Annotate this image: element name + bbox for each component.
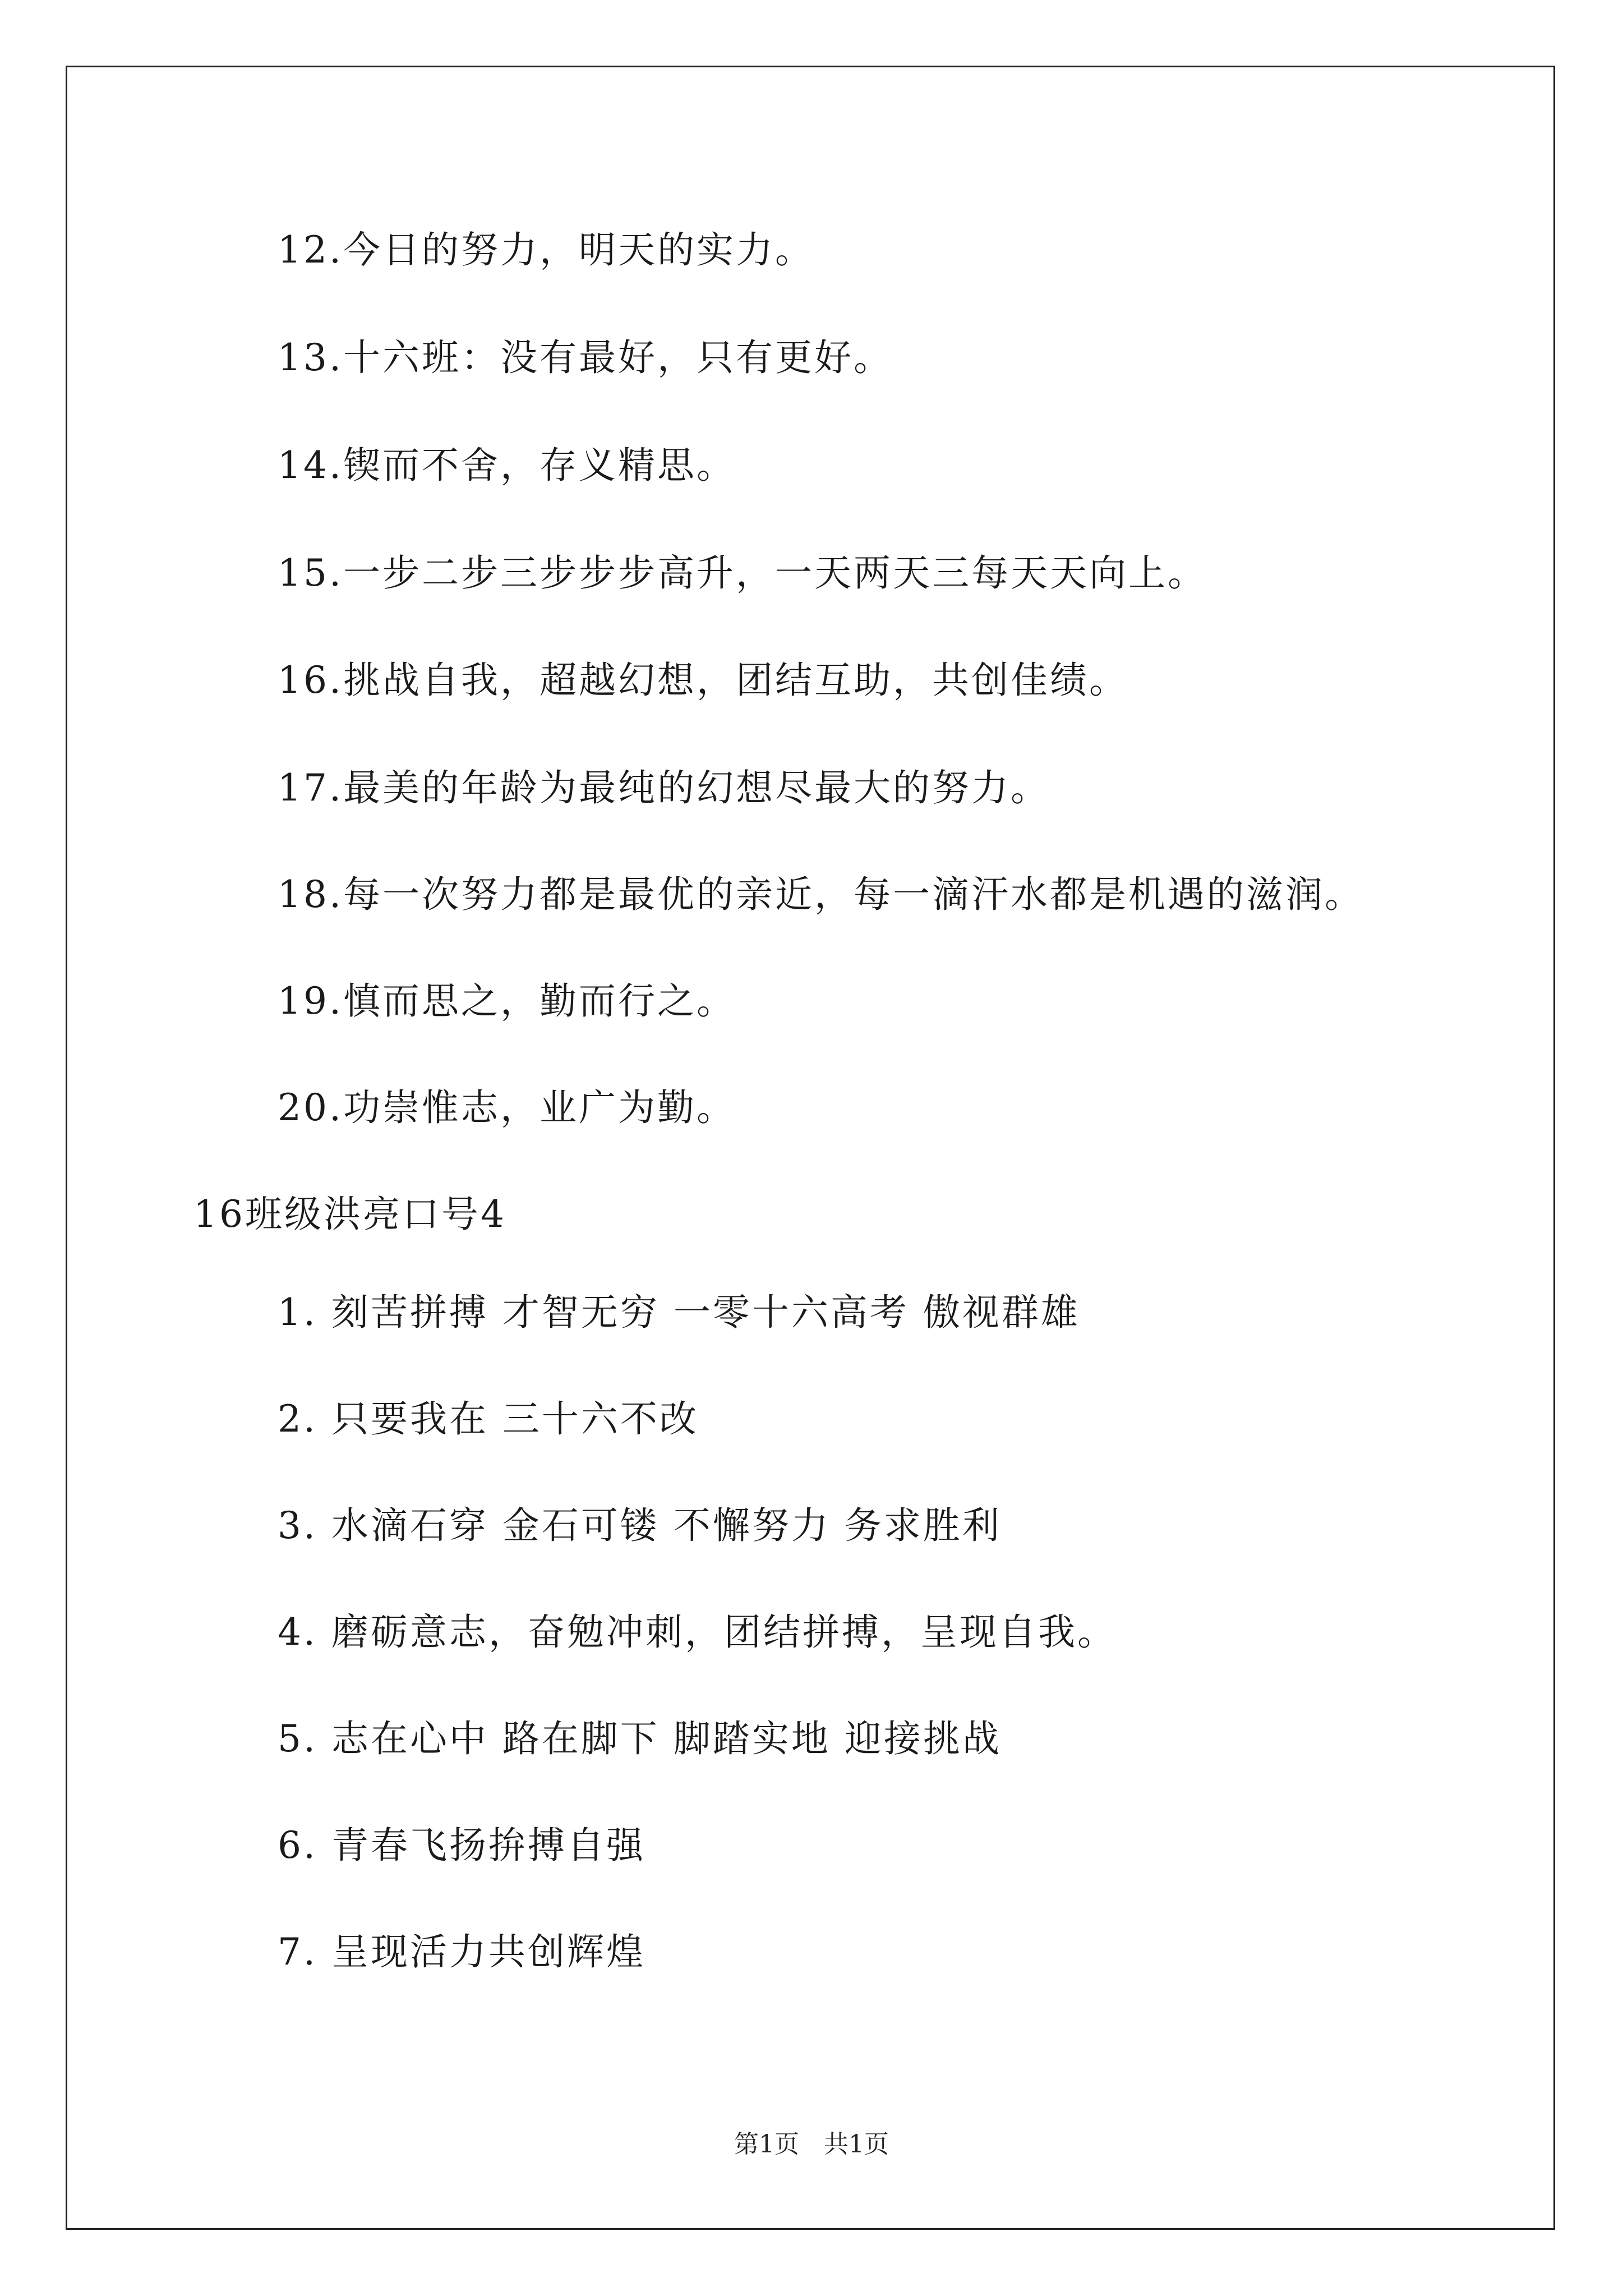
list-item: 19.慎而思之，勤而行之。 xyxy=(278,979,736,1023)
list-item: 5. 志在心中 路在脚下 脚踏实地 迎接挑战 xyxy=(278,1717,1002,1760)
list-item: 12.今日的努力，明天的实力。 xyxy=(278,228,814,272)
list-item: 13.十六班：没有最好，只有更好。 xyxy=(278,336,893,379)
list-item: 17.最美的年龄为最纯的幻想尽最大的努力。 xyxy=(278,766,1050,809)
list-item: 16.挑战自我，超越幻想，团结互助，共创佳绩。 xyxy=(278,659,1128,702)
list-item: 15.一步二步三步步步高升，一天两天三每天天向上。 xyxy=(278,551,1207,595)
list-item: 2. 只要我在 三十六不改 xyxy=(278,1397,699,1441)
list-item: 1. 刻苦拼搏 才智无穷 一零十六高考 傲视群雄 xyxy=(278,1291,1080,1334)
list-item: 20.功崇惟志，业广为勤。 xyxy=(278,1086,736,1129)
page-border xyxy=(66,66,1555,2230)
page-footer: 第1页 共1页 xyxy=(734,2130,889,2159)
section-heading: 16班级洪亮口号4 xyxy=(193,1193,506,1236)
list-item: 18.每一次努力都是最优的亲近，每一滴汗水都是机遇的滋润。 xyxy=(278,873,1364,916)
list-item: 4. 磨砺意志，奋勉冲刺，团结拼搏，呈现自我。 xyxy=(278,1611,1117,1654)
list-item: 3. 水滴石穿 金石可镂 不懈努力 务求胜利 xyxy=(278,1504,1002,1547)
list-item: 6. 青春飞扬拚搏自强 xyxy=(278,1824,645,1867)
list-item: 7. 呈现活力共创辉煌 xyxy=(278,1930,645,1973)
list-item: 14.锲而不舍，存义精思。 xyxy=(278,444,736,487)
